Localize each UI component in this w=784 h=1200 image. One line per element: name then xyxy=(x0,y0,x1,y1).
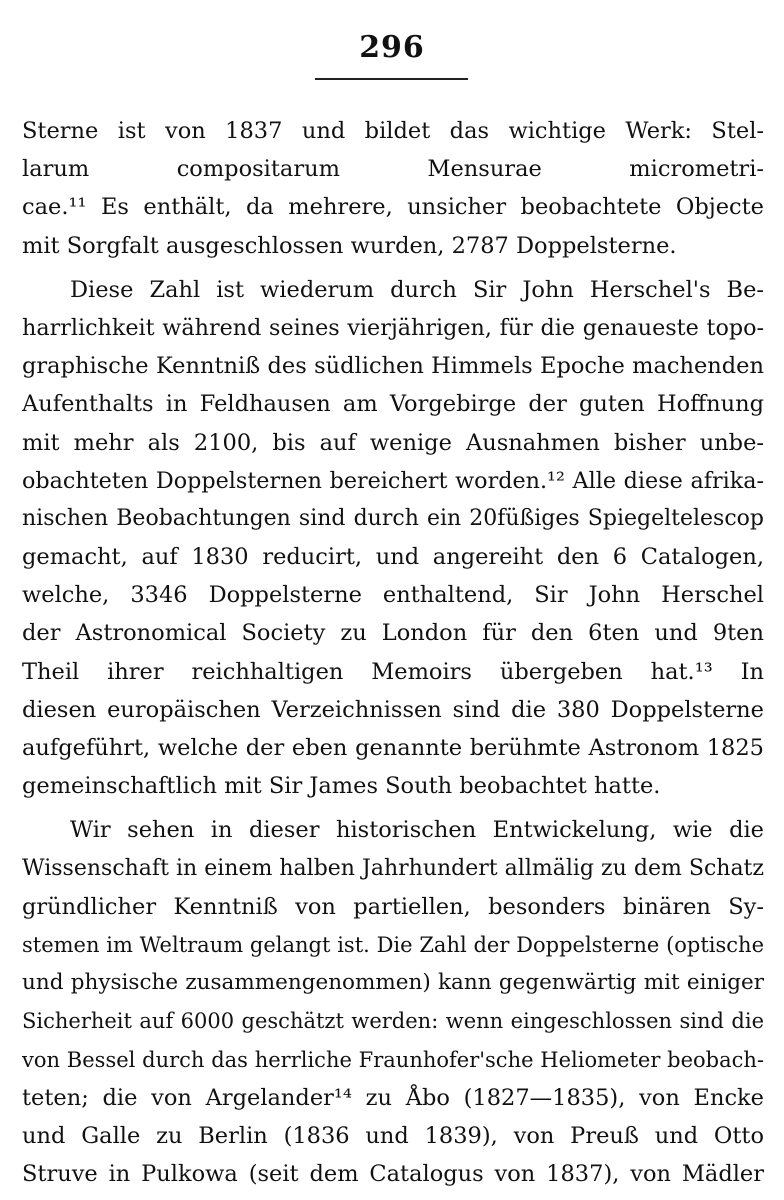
text-line: welche, 3346 Doppelsterne enthaltend, Sir John Herschel xyxy=(22,582,764,609)
text-line: larum compositarum Mensurae micrometri- xyxy=(22,156,764,183)
text-line: Aufenthalts in Feldhausen am Vorgebirge der guten Hoffnung xyxy=(22,391,764,418)
text-line: Sterne ist von 1837 und bildet das wichtige Werk: Stel- xyxy=(22,118,764,144)
text-line: teten; die von Argelander¹⁴ zu Åbo (1827—1835), von Encke xyxy=(22,1084,764,1111)
text-line: graphische Kenntniß des südlichen Himmels Epoche machenden xyxy=(22,353,764,380)
text-line: mit Sorgfalt ausgeschlossen wurden, 2787 Doppelsterne. xyxy=(22,232,677,259)
text-line: und Galle zu Berlin (1836 und 1839), von Preuß und Otto xyxy=(22,1122,764,1149)
paragraph-first-line: Wir sehen in dieser historischen Entwickelung, wie die xyxy=(70,817,764,844)
text-line: gemacht, auf 1830 reducirt, und angereiht den 6 Catalogen, xyxy=(22,544,764,571)
text-line: obachteten Doppelsternen bereichert worden.¹² Alle diese afrika- xyxy=(22,467,764,494)
text-line: Wissenschaft in einem halben Jahrhundert allmälig zu dem Schatz xyxy=(22,855,764,881)
text-line: diesen europäischen Verzeichnissen sind die 380 Doppelsterne xyxy=(22,696,764,723)
text-line: der Astronomical Society zu London für den 6ten und 9ten xyxy=(22,620,764,647)
text-line: stemen im Weltraum gelangt ist. Die Zahl der Doppelsterne (optische xyxy=(22,932,764,957)
text-line: Struve in Pulkowa (seit dem Catalogus von 1837), von Mädler xyxy=(22,1161,764,1188)
text-line: nischen Beobachtungen sind durch ein 20füßiges Spiegeltelescop xyxy=(22,505,764,531)
body-text xyxy=(22,112,764,1193)
text-line: von Bessel durch das herrliche Fraunhofer'sche Heliometer beobach- xyxy=(22,1047,764,1072)
page-number: 296 xyxy=(359,30,425,65)
text-line: harrlichkeit während seines vierjährigen, für die genaueste topo- xyxy=(22,314,764,341)
text-line: gründlicher Kenntniß von partiellen, besonders binären Sy- xyxy=(22,893,764,920)
text-line: Sicherheit auf 6000 geschätzt werden: wenn eingeschlossen sind die xyxy=(22,1009,764,1034)
text-line: und physische zusammengenommen) kann gegenwärtig mit einiger xyxy=(22,970,764,996)
text-line: mit mehr als 2100, bis auf wenige Ausnahmen bisher unbe- xyxy=(22,429,764,456)
header-rule xyxy=(315,78,468,80)
paragraph-first-line: Diese Zahl ist wiederum durch Sir John Herschel's Be- xyxy=(70,276,764,303)
text-line: gemeinschaftlich mit Sir James South beobachtet hatte. xyxy=(22,773,661,800)
text-line: Theil ihrer reichhaltigen Memoirs übergeben hat.¹³ In xyxy=(22,658,764,685)
text-line: cae.¹¹ Es enthält, da mehrere, unsicher beobachtete Objecte xyxy=(22,194,764,221)
text-line: aufgeführt, welche der eben genannte berühmte Astronom 1825 xyxy=(22,735,764,761)
